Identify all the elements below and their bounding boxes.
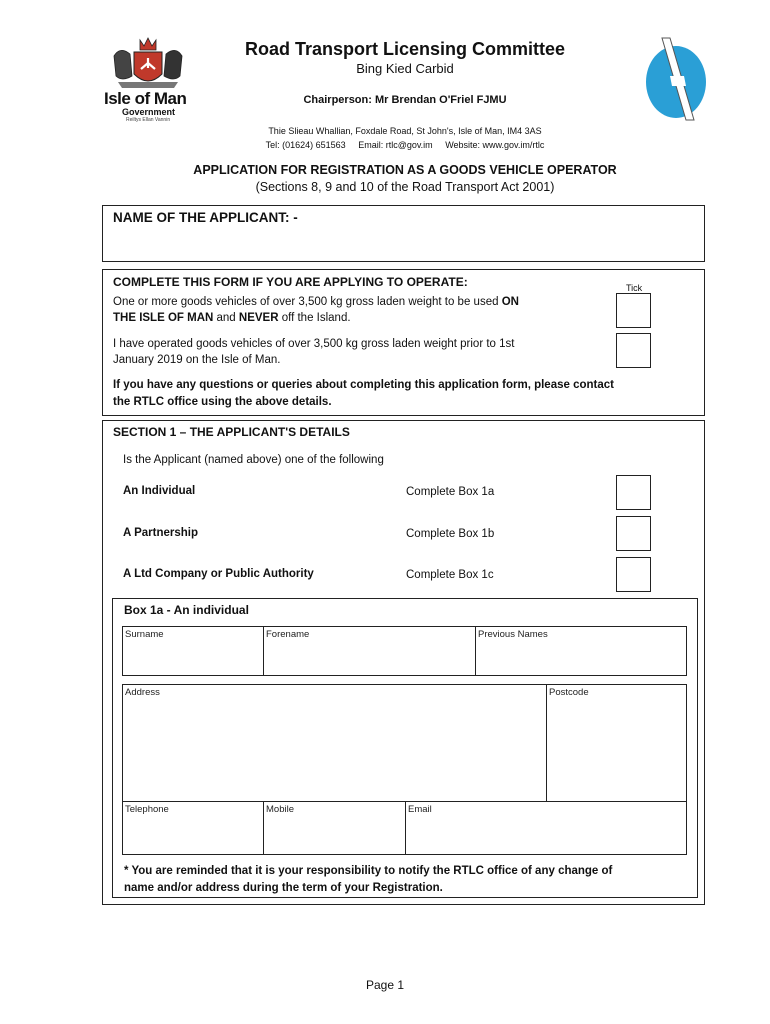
option-operated-before-2019: I have operated goods vehicles of over 3,500 kg gross laden weight prior to 1st January 2019 on the Isle of Man. xyxy=(113,338,515,366)
operate-box xyxy=(102,269,705,416)
box-1a-title: Box 1a - An individual xyxy=(124,603,249,617)
address-label: Address xyxy=(125,687,160,698)
section1-heading: SECTION 1 – THE APPLICANT'S DETAILS xyxy=(113,425,350,439)
option-isle-of-man-only: One or more goods vehicles of over 3,500 kg gross laden weight to be used ON THE ISLE OF MAN and NEVER off the Island. xyxy=(113,296,519,324)
tick-box-option2[interactable] xyxy=(616,333,651,368)
rtlc-emblem-icon xyxy=(640,36,710,122)
previous-names-label: Previous Names xyxy=(478,629,548,640)
telephone-label: Telephone xyxy=(125,804,169,815)
tick-box-individual[interactable] xyxy=(616,475,651,510)
page-number: Page 1 xyxy=(365,978,405,992)
address-field[interactable] xyxy=(122,684,547,802)
contact-website: Website: www.gov.im/rtlc xyxy=(445,140,545,150)
chairperson: Chairperson: Mr Brendan O'Friel FJMU xyxy=(303,94,507,106)
logo-subtitle: Government xyxy=(122,107,176,117)
page-title: Road Transport Licensing Committee xyxy=(244,39,566,59)
rtlc-logo xyxy=(640,36,710,122)
tick-label: Tick xyxy=(626,283,643,293)
form-sections-note: (Sections 8, 9 and 10 of the Road Transport Act 2001) xyxy=(255,180,555,194)
mobile-label: Mobile xyxy=(266,804,294,815)
email-label: Email xyxy=(408,804,432,815)
email-field[interactable] xyxy=(405,801,687,855)
applicant-name-label: NAME OF THE APPLICANT: - xyxy=(113,210,298,225)
option-company-action: Complete Box 1c xyxy=(406,569,494,581)
option-individual-label: An Individual xyxy=(123,485,196,497)
surname-label: Surname xyxy=(125,629,164,640)
questions-note: If you have any questions or queries about completing this application form, please contact the RTLC office using the above details. xyxy=(113,379,614,408)
option-company-label: A Ltd Company or Public Authority xyxy=(123,568,314,580)
logo-title: Isle of Man xyxy=(104,89,187,108)
contact-line xyxy=(180,140,630,150)
contact-tel: Tel: (01624) 651563 xyxy=(265,140,346,150)
applicant-name-input[interactable] xyxy=(113,230,693,258)
postcode-label: Postcode xyxy=(549,687,589,698)
section1-box xyxy=(102,420,705,905)
reminder-note: * You are reminded that it is your responsibility to notify the RTLC office of any change of name and/or address during the term of your Registration. xyxy=(124,865,613,894)
box-1a xyxy=(112,598,698,898)
section1-intro: Is the Applicant (named above) one of the following xyxy=(123,454,384,466)
option-partnership-label: A Partnership xyxy=(123,527,198,539)
tick-box-partnership[interactable] xyxy=(616,516,651,551)
forename-label: Forename xyxy=(266,629,310,640)
postcode-field[interactable] xyxy=(546,684,687,802)
form-heading: APPLICATION FOR REGISTRATION AS A GOODS VEHICLE OPERATOR xyxy=(193,163,617,177)
forename-field[interactable] xyxy=(263,626,476,676)
contact-address: Thie Slieau Whallian, Foxdale Road, St John's, Isle of Man, IM4 3AS xyxy=(268,126,542,136)
tick-box-company[interactable] xyxy=(616,557,651,592)
surname-field[interactable] xyxy=(122,626,264,676)
applicant-name-box xyxy=(102,205,705,262)
tick-box-option1[interactable] xyxy=(616,293,651,328)
mobile-field[interactable] xyxy=(263,801,406,855)
option-partnership-action: Complete Box 1b xyxy=(406,528,495,540)
option-individual-action: Complete Box 1a xyxy=(406,486,495,498)
telephone-field[interactable] xyxy=(122,801,264,855)
logo-motto: Reiltys Ellan Vannin xyxy=(126,117,171,123)
contact-email: Email: rtlc@gov.im xyxy=(358,140,433,150)
previous-names-field[interactable] xyxy=(475,626,687,676)
page-subtitle: Bing Kied Carbid xyxy=(356,61,454,76)
operate-heading: COMPLETE THIS FORM IF YOU ARE APPLYING TO OPERATE: xyxy=(113,275,468,289)
